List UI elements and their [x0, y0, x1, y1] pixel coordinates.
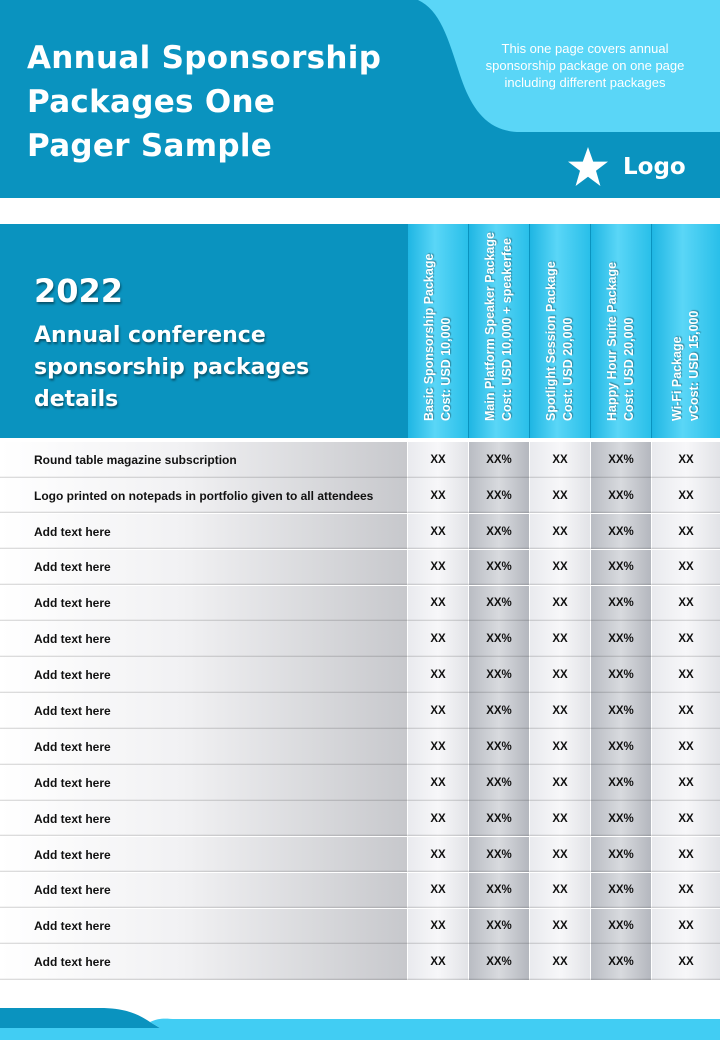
column-header-cost: vCost: USD 15,000 [687, 310, 701, 421]
page-title-line: Packages One [27, 84, 276, 120]
row-value-cell: XX% [468, 909, 529, 945]
table-row [0, 442, 720, 478]
row-value-cell: XX [529, 944, 590, 980]
row-value-cell: XX [529, 909, 590, 945]
logo-text: Logo [623, 154, 686, 180]
row-label: Add text here [0, 944, 407, 980]
row-value-cell: XX% [590, 873, 651, 909]
row-value-cell: XX% [590, 442, 651, 478]
row-value-cell: XX [529, 621, 590, 657]
table-row [0, 837, 720, 873]
page-title-line: Pager Sample [27, 128, 273, 164]
row-value-cell: XX [529, 693, 590, 729]
row-value-cell: XX% [590, 765, 651, 801]
row-label: Add text here [0, 837, 407, 873]
row-value-cell: XX% [590, 729, 651, 765]
header-banner [0, 0, 720, 198]
row-value-cell: XX [651, 657, 720, 693]
row-value-cell: XX% [590, 801, 651, 837]
row-value-cell: XX [651, 873, 720, 909]
table-row [0, 909, 720, 945]
row-value-cell: XX [651, 693, 720, 729]
row-value-cell: XX [407, 801, 468, 837]
table-subtitle: Annual conference sponsorship packages details [34, 323, 310, 412]
table-row [0, 944, 720, 980]
row-value-cell: XX [407, 729, 468, 765]
row-value-cell: XX% [468, 765, 529, 801]
row-value-cell: XX% [468, 621, 529, 657]
row-value-cell: XX [407, 621, 468, 657]
row-value-cell: XX [407, 514, 468, 550]
column-header-cost: Cost: USD 10,000 [439, 317, 453, 421]
row-value-cell: XX% [590, 837, 651, 873]
column-header-name: Spotlight Session Package [544, 261, 558, 421]
row-value-cell: XX [529, 550, 590, 586]
row-value-cell: XX% [468, 478, 529, 514]
row-value-cell: XX [529, 837, 590, 873]
row-value-cell: XX [529, 514, 590, 550]
row-value-cell: XX [651, 514, 720, 550]
row-value-cell: XX [407, 837, 468, 873]
column-header-cost: Cost: USD 10,000 + speakerfee [500, 237, 514, 421]
row-value-cell: XX% [468, 442, 529, 478]
row-value-cell: XX% [590, 693, 651, 729]
row-value-cell: XX% [468, 837, 529, 873]
row-value-cell: XX [651, 944, 720, 980]
row-value-cell: XX [651, 765, 720, 801]
table-row [0, 873, 720, 909]
row-label: Add text here [0, 550, 407, 586]
row-label: Add text here [0, 801, 407, 837]
row-value-cell: XX [407, 586, 468, 622]
star-icon [567, 146, 609, 188]
header-description: This one page covers annual sponsorship package on one page including different packages [485, 41, 685, 90]
row-value-cell: XX [407, 944, 468, 980]
row-value-cell: XX% [590, 909, 651, 945]
table-row [0, 550, 720, 586]
row-value-cell: XX% [468, 873, 529, 909]
row-value-cell: XX [529, 478, 590, 514]
row-label: Add text here [0, 693, 407, 729]
row-value-cell: XX [529, 442, 590, 478]
column-header-happy-hour-suite [590, 224, 651, 438]
table-row [0, 801, 720, 837]
table-row [0, 693, 720, 729]
row-value-cell: XX [529, 765, 590, 801]
row-label: Add text here [0, 909, 407, 945]
row-label: Add text here [0, 657, 407, 693]
table-row [0, 478, 720, 514]
row-label: Round table magazine subscription [0, 442, 407, 478]
row-value-cell: XX [407, 478, 468, 514]
row-label: Add text here [0, 586, 407, 622]
row-label: Logo printed on notepads in portfolio given to all attendees [0, 478, 407, 514]
column-header-name: Happy Hour Suite Package [605, 261, 619, 421]
row-value-cell: XX [651, 478, 720, 514]
row-value-cell: XX [651, 729, 720, 765]
column-header-cost: Cost: USD 20,000 [622, 317, 636, 421]
row-value-cell: XX% [468, 586, 529, 622]
column-header-basic-sponsorship [407, 224, 468, 438]
row-value-cell: XX% [468, 693, 529, 729]
table-row [0, 621, 720, 657]
row-value-cell: XX [407, 873, 468, 909]
row-value-cell: XX [651, 621, 720, 657]
row-value-cell: XX [651, 550, 720, 586]
row-value-cell: XX% [590, 944, 651, 980]
row-label: Add text here [0, 873, 407, 909]
row-value-cell: XX% [468, 801, 529, 837]
row-value-cell: XX [407, 550, 468, 586]
row-value-cell: XX [407, 693, 468, 729]
logo [567, 146, 686, 188]
column-header-wifi [651, 224, 720, 438]
column-header-cost: Cost: USD 20,000 [561, 317, 575, 421]
column-header-spotlight-session [529, 224, 590, 438]
row-value-cell: XX [529, 586, 590, 622]
row-value-cell: XX% [468, 657, 529, 693]
table-row [0, 657, 720, 693]
row-value-cell: XX [651, 801, 720, 837]
table-row [0, 514, 720, 550]
row-value-cell: XX% [468, 550, 529, 586]
table-year: 2022 [34, 272, 124, 310]
page-title-line: Annual Sponsorship [27, 40, 382, 76]
footer-wave-shape [0, 1000, 720, 1040]
row-value-cell: XX% [468, 729, 529, 765]
row-value-cell: XX [529, 801, 590, 837]
column-header-name: Main Platform Speaker Package [483, 232, 497, 421]
column-header-name: Wi-Fi Package [670, 336, 684, 421]
row-value-cell: XX [651, 586, 720, 622]
table-row [0, 729, 720, 765]
row-value-cell: XX [651, 909, 720, 945]
row-value-cell: XX [407, 657, 468, 693]
row-value-cell: XX% [468, 944, 529, 980]
row-value-cell: XX [407, 909, 468, 945]
row-value-cell: XX% [590, 514, 651, 550]
row-value-cell: XX% [590, 478, 651, 514]
package-table-body [0, 442, 720, 980]
column-header-main-platform-speaker [468, 224, 529, 438]
row-value-cell: XX [651, 442, 720, 478]
row-value-cell: XX% [590, 550, 651, 586]
row-value-cell: XX% [590, 621, 651, 657]
row-value-cell: XX [529, 729, 590, 765]
row-label: Add text here [0, 765, 407, 801]
row-label: Add text here [0, 514, 407, 550]
page-title [27, 36, 417, 168]
row-value-cell: XX [529, 657, 590, 693]
row-value-cell: XX% [590, 586, 651, 622]
row-label: Add text here [0, 729, 407, 765]
table-row [0, 586, 720, 622]
row-value-cell: XX [407, 442, 468, 478]
row-value-cell: XX% [590, 657, 651, 693]
row-value-cell: XX [407, 765, 468, 801]
row-value-cell: XX% [468, 514, 529, 550]
table-row [0, 765, 720, 801]
column-header-name: Basic Sponsorship Package [422, 253, 436, 421]
row-value-cell: XX [651, 837, 720, 873]
row-label: Add text here [0, 621, 407, 657]
row-value-cell: XX [529, 873, 590, 909]
